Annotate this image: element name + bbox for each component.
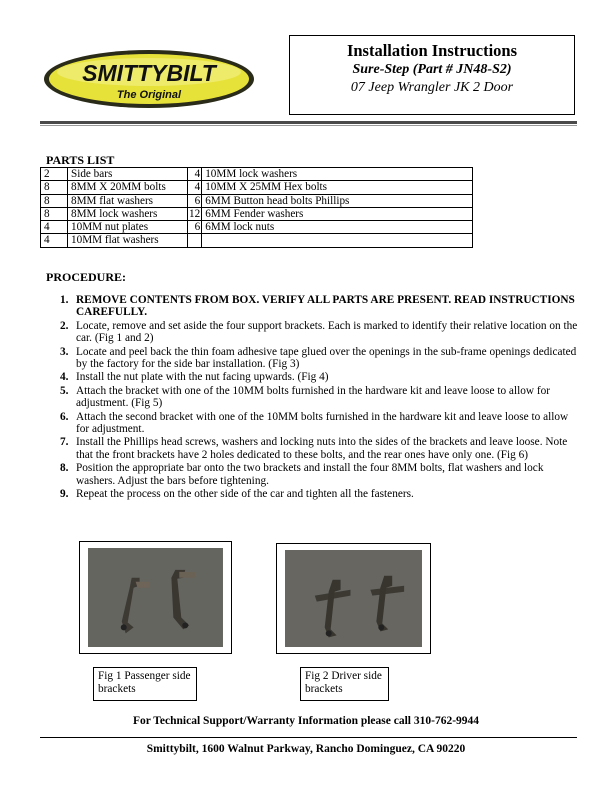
part-desc: 8MM lock washers xyxy=(68,207,188,220)
step-number: 5. xyxy=(60,384,69,397)
parts-row xyxy=(41,221,473,234)
procedure-step xyxy=(60,436,580,461)
part-qty xyxy=(188,234,202,247)
part-desc xyxy=(202,234,473,247)
step-text: Install the nut plate with the nut facing upwards. (Fig 4) xyxy=(76,371,329,384)
parts-row xyxy=(41,234,473,247)
part-desc: 8MM flat washers xyxy=(68,194,188,207)
smittybilt-logo xyxy=(42,48,256,110)
part-qty: 4 xyxy=(41,234,68,247)
part-desc: 6MM Fender washers xyxy=(202,207,473,220)
fig2-caption: Fig 2 Driver side brackets xyxy=(300,667,389,701)
driver-side-brackets-photo xyxy=(285,550,422,647)
part-qty: 4 xyxy=(188,181,202,194)
logo-wordmark: SMITTYBILT xyxy=(82,60,216,86)
step-number: 4. xyxy=(60,371,69,384)
parts-row xyxy=(41,194,473,207)
fig1-caption: Fig 1 Passenger side brackets xyxy=(93,667,197,701)
vehicle-name: 07 Jeep Wrangler JK 2 Door xyxy=(350,80,514,95)
fig2-photo-frame xyxy=(276,543,431,654)
part-desc: 6MM lock nuts xyxy=(202,221,473,234)
fig1-photo-frame xyxy=(79,541,232,654)
title-box xyxy=(289,35,575,115)
procedure-heading: PROCEDURE: xyxy=(46,270,126,284)
support-line: For Technical Support/Warranty Information please call 310-762-9944 xyxy=(132,715,480,727)
step-text: Locate, remove and set aside the four support brackets. Each is marked to identify their relative location on the car. (Fig 1 and 2) xyxy=(76,319,578,345)
step-text: Repeat the process on the other side of the car and tighten all the fasteners. xyxy=(76,488,414,501)
part-desc: 10MM X 25MM Hex bolts xyxy=(202,181,473,194)
part-desc: 6MM Button head bolts Phillips xyxy=(202,194,473,207)
parts-list-heading: PARTS LIST xyxy=(46,153,115,167)
step-text: Locate and peel back the thin foam adhesive tape glued over the openings in the sub-frame openings dedicated by the factory for the side bar installation. (Fig 3) xyxy=(76,345,577,371)
part-qty: 6 xyxy=(188,194,202,207)
procedure-step xyxy=(60,371,580,383)
part-desc: 10MM flat washers xyxy=(68,234,188,247)
parts-row xyxy=(41,168,473,181)
step-text: REMOVE CONTENTS FROM BOX. VERIFY ALL PARTS ARE PRESENT. READ INSTRUCTIONS CAREFULLY. xyxy=(76,294,575,319)
parts-row xyxy=(41,207,473,220)
part-qty: 4 xyxy=(41,221,68,234)
step-number: 9. xyxy=(60,488,69,501)
part-qty: 6 xyxy=(188,221,202,234)
part-desc: Side bars xyxy=(68,168,188,181)
step-text: Attach the second bracket with one of the 10MM bolts furnished in the hardware kit and leave loose to allow for adjustment. xyxy=(76,410,569,436)
procedure-step xyxy=(60,385,580,410)
company-address: Smittybilt, 1600 Walnut Parkway, Rancho Dominguez, CA 90220 xyxy=(146,743,466,755)
parts-row xyxy=(41,181,473,194)
procedure-steps xyxy=(60,294,580,502)
part-qty: 8 xyxy=(41,194,68,207)
logo-tagline: The Original xyxy=(116,89,182,101)
step-number: 8. xyxy=(60,462,69,475)
step-number: 7. xyxy=(60,436,69,449)
procedure-step xyxy=(60,488,580,500)
parts-table xyxy=(40,167,473,248)
part-qty: 12 xyxy=(189,207,201,220)
header-divider-thin xyxy=(40,125,577,126)
procedure-step xyxy=(60,462,580,487)
step-number: 3. xyxy=(60,345,69,358)
passenger-side-brackets-photo xyxy=(88,548,223,647)
part-desc: 8MM X 20MM bolts xyxy=(68,181,188,194)
part-qty: 8 xyxy=(41,181,68,194)
product-name: Sure-Step (Part # JN48-S2) xyxy=(352,62,512,77)
procedure-step xyxy=(60,411,580,436)
step-text: Position the appropriate bar onto the two brackets and install the four 8MM bolts, flat washers and lock washers. Adjust the bars before tightening. xyxy=(76,462,544,487)
procedure-step xyxy=(60,294,580,319)
step-text: Install the Phillips head screws, washers and locking nuts into the sides of the brackets and leave loose. Note that the front brackets have 2 holes dedicated to these bolts, and the rear ones have only one. (Fig 6) xyxy=(76,436,568,461)
part-qty: 8 xyxy=(41,207,68,220)
footer-divider xyxy=(40,737,577,738)
procedure-step xyxy=(60,346,580,371)
step-text: Attach the bracket with one of the 10MM bolts furnished in the hardware kit and leave loose to allow for adjustment. (Fig 5) xyxy=(76,384,551,410)
header-divider xyxy=(40,121,577,124)
part-qty: 2 xyxy=(41,168,68,181)
part-desc: 10MM nut plates xyxy=(68,221,188,234)
step-number: 6. xyxy=(60,410,69,423)
part-desc: 10MM lock washers xyxy=(202,168,473,181)
step-number: 1. xyxy=(60,294,69,306)
document-title: Installation Instructions xyxy=(346,41,518,60)
step-number: 2. xyxy=(60,319,69,332)
procedure-step xyxy=(60,320,580,345)
part-qty: 4 xyxy=(188,168,202,181)
